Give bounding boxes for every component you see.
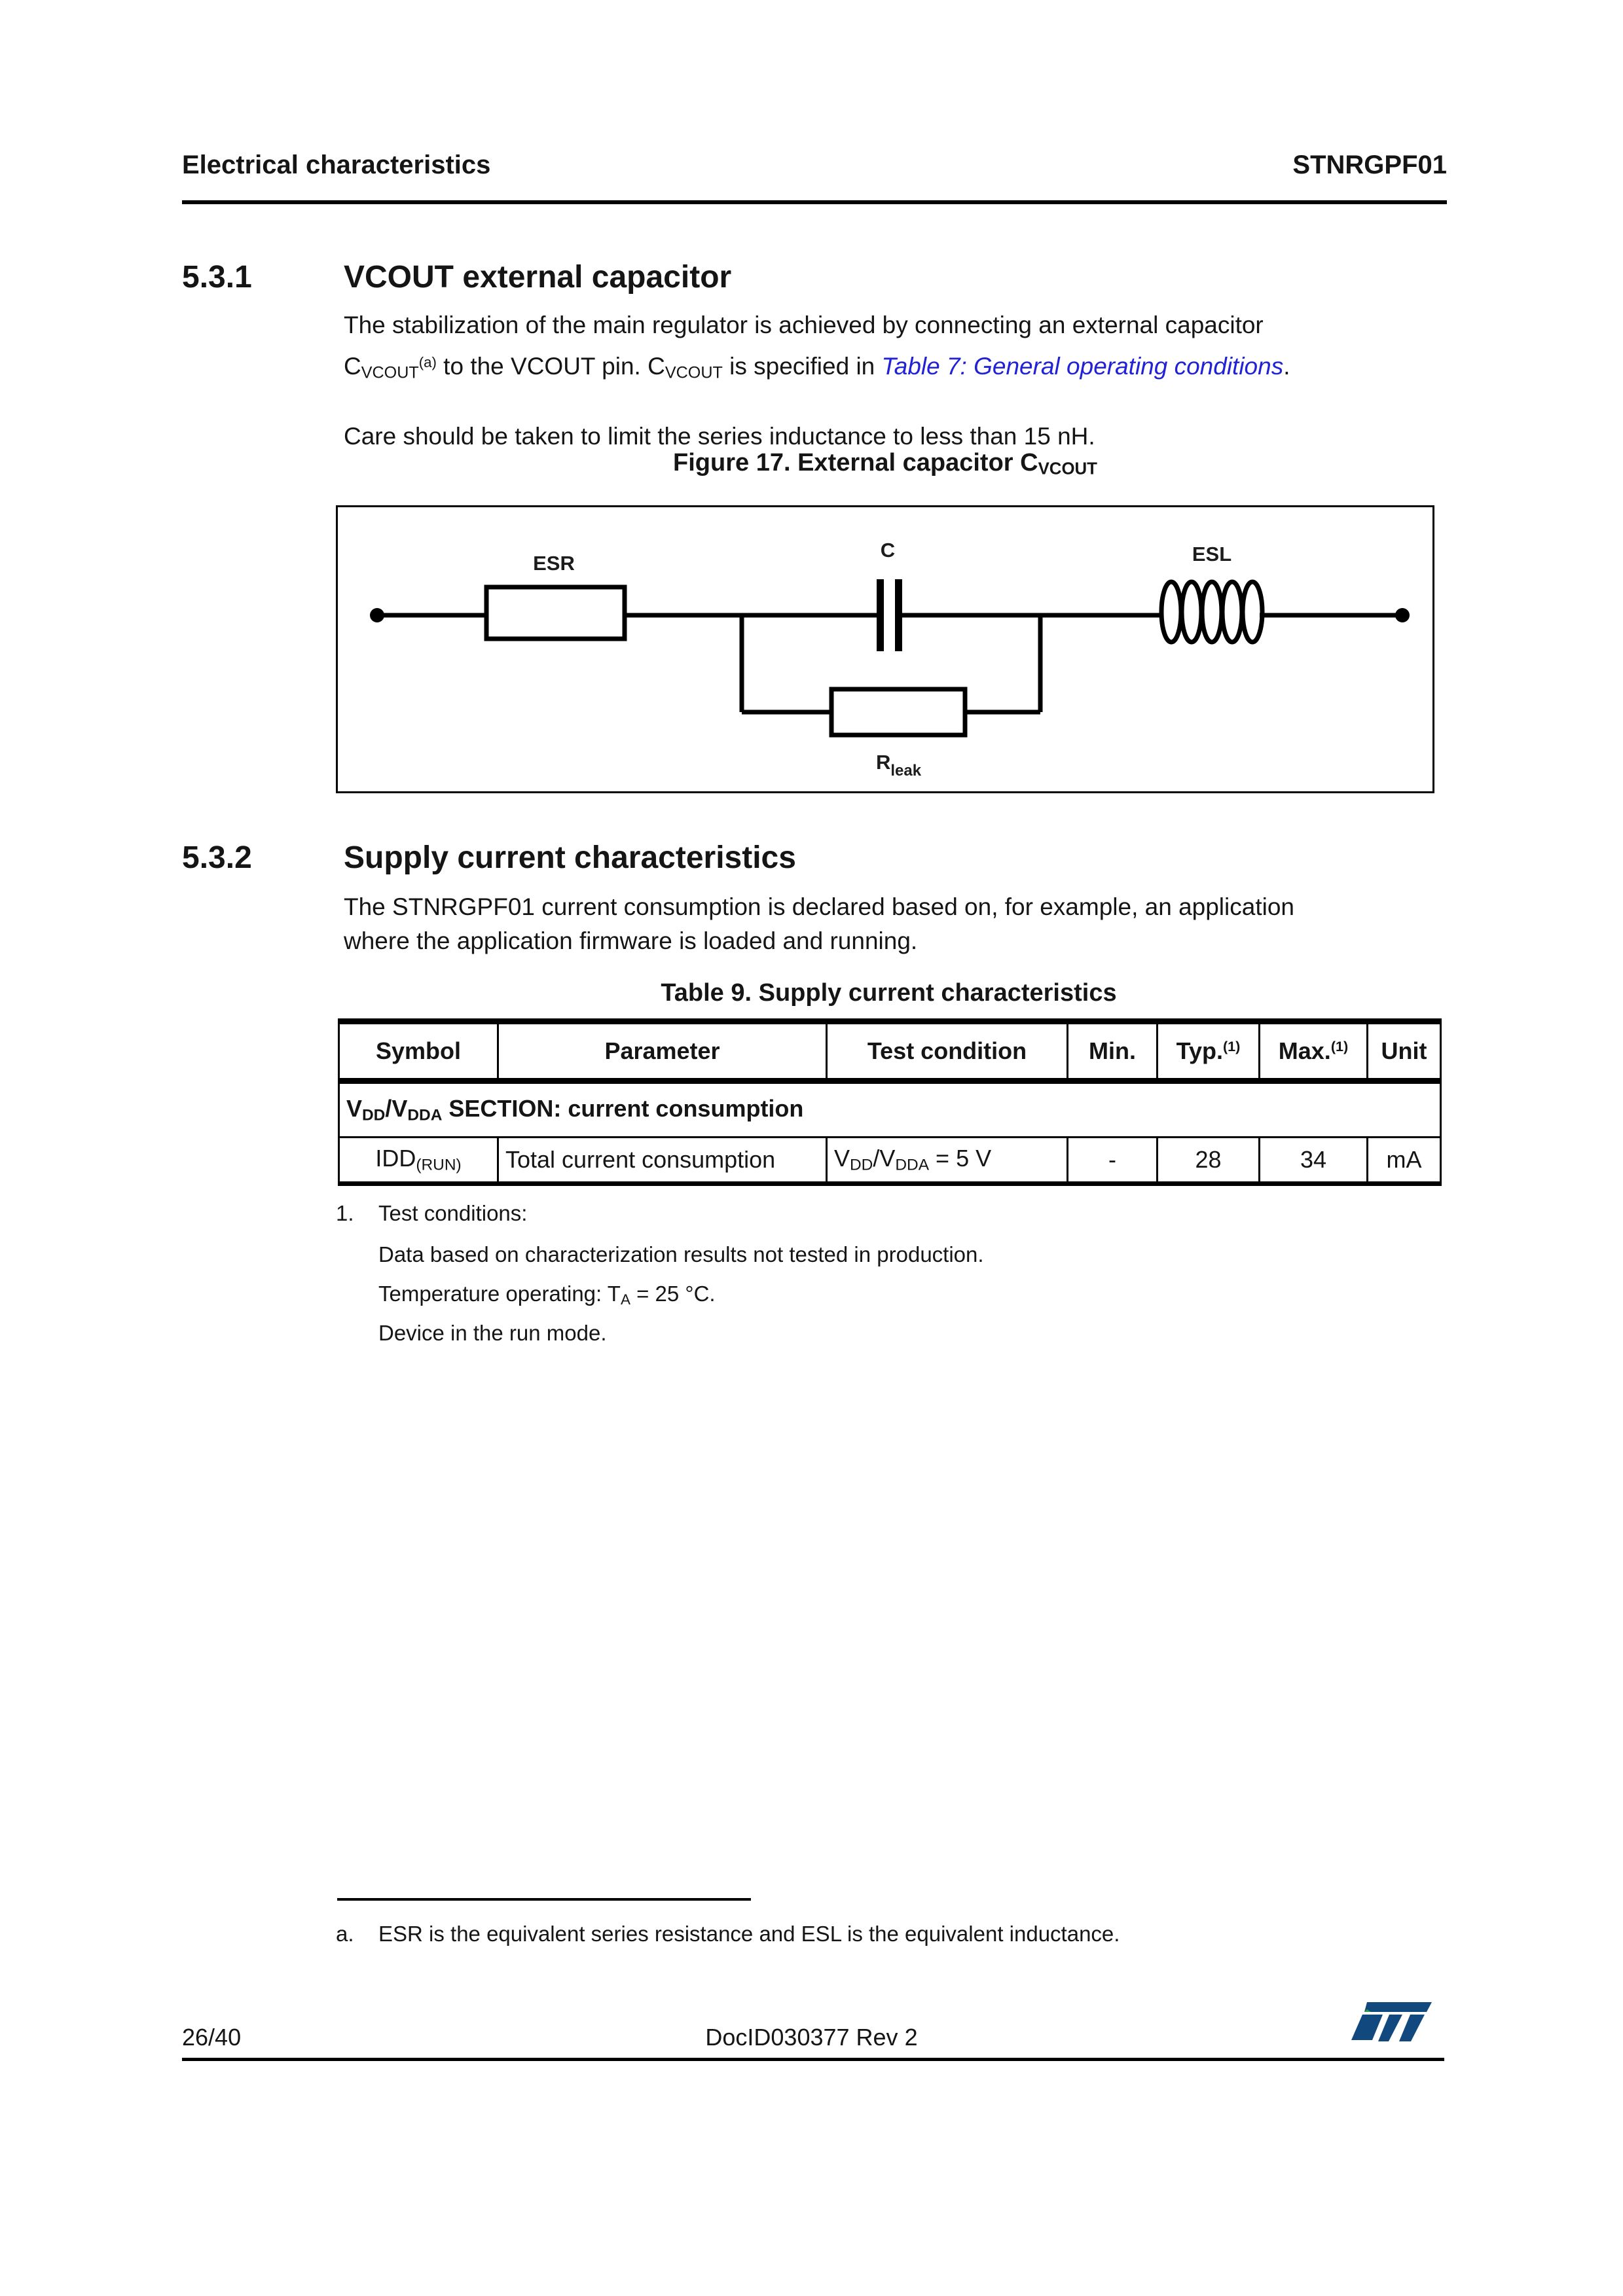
subscript: VCOUT: [361, 363, 419, 382]
esl-label: ESL: [1192, 543, 1232, 565]
footnote-a-text: ESR is the equivalent series resistance and ESL is the equivalent inductance.: [378, 1922, 1120, 1946]
footnote-1-marker: (1): [1330, 1038, 1349, 1055]
paragraph-line: The stabilization of the main regulator is achieved by connecting an external capacitor: [344, 312, 1264, 338]
header-section-title: Electrical characteristics: [182, 151, 491, 179]
capacitor-plate-left: [877, 579, 884, 651]
circuit-svg: [338, 507, 1432, 791]
paragraph-line: where the application firmware is loaded and running.: [344, 927, 918, 954]
cell-test-condition: VDD/VDDA = 5 V: [827, 1138, 1068, 1184]
header-rule: [182, 200, 1447, 204]
table-footnote-line-1: Data based on characterization results not tested in production.: [378, 1242, 984, 1266]
table-footnote-line-3: Device in the run mode.: [378, 1321, 607, 1345]
section-531-title: VCOUT external capacitor: [344, 260, 732, 295]
figure-17-circuit-diagram: [336, 505, 1434, 793]
paragraph-line: The STNRGPF01 current consumption is declared based on, for example, an application: [344, 893, 1294, 920]
cell-min: -: [1068, 1138, 1158, 1184]
table-row: [339, 1138, 1441, 1184]
table-9-supply-current: [338, 1018, 1442, 1186]
header-product-name: STNRGPF01: [1292, 151, 1447, 179]
footer-page-number: 26/40: [182, 2024, 242, 2051]
section-531-paragraph-2: Care should be taken to limit the series inductance to less than 15 nH.: [344, 423, 1095, 450]
footnote-a-marker: (a): [418, 354, 437, 370]
st-logo-icon: [1347, 2000, 1436, 2054]
figure-17-caption: Figure 17. External capacitor CVCOUT: [673, 449, 1097, 478]
table-footnote-lead: Test conditions:: [378, 1201, 528, 1225]
col-header-min: Min.: [1068, 1022, 1158, 1081]
cell-parameter: Total current consumption: [498, 1138, 827, 1184]
col-header-symbol: Symbol: [339, 1022, 498, 1081]
footer-doc-reference: DocID030377 Rev 2: [705, 2024, 918, 2051]
subscript: VCOUT: [665, 363, 723, 382]
table-footnote-line-2: Temperature operating: TA = 25 °C.: [378, 1282, 716, 1308]
cell-max: 34: [1260, 1138, 1368, 1184]
rleak-resistor-symbol: [831, 689, 965, 735]
esr-resistor-symbol: [486, 587, 625, 639]
subscript: DDA: [407, 1106, 443, 1124]
cell-typ: 28: [1158, 1138, 1260, 1184]
subscript: DD: [850, 1156, 873, 1174]
footnote-1-marker: (1): [1222, 1038, 1241, 1055]
table-9-caption: Table 9. Supply current characteristics: [661, 979, 1117, 1007]
col-header-max: Max.$^{(1)}$: [1260, 1022, 1368, 1081]
table-section-row: [339, 1081, 1441, 1138]
esr-label: ESR: [533, 552, 575, 575]
section-531-paragraph-1: [344, 306, 1457, 392]
col-header-test-condition: Test condition: [827, 1022, 1068, 1081]
footnote-a-label: a.: [336, 1922, 354, 1946]
section-532-title: Supply current characteristics: [344, 840, 796, 875]
footer-rule: [182, 2058, 1444, 2061]
section-531-number: 5.3.1: [182, 260, 252, 295]
section-532-number: 5.3.2: [182, 840, 252, 875]
section-row-label: VDD/VDDA SECTION: current consumption: [339, 1081, 1441, 1138]
subscript: A: [620, 1291, 630, 1308]
rleak-label: $R_{leak}$: [876, 751, 922, 780]
cell-unit: mA: [1368, 1138, 1441, 1184]
esl-inductor-symbol: [1161, 582, 1262, 642]
right-terminal-dot: [1395, 608, 1410, 622]
subscript: VCOUT: [1038, 459, 1097, 478]
table-header-row: [339, 1022, 1441, 1081]
table-footnote-number: 1.: [336, 1201, 354, 1225]
subscript: DDA: [895, 1156, 930, 1174]
col-header-parameter: Parameter: [498, 1022, 827, 1081]
table-7-cross-reference-link[interactable]: Table 7: General operating conditions: [881, 353, 1284, 380]
subscript: DD: [362, 1106, 386, 1124]
paragraph-line: CVCOUT$^{(a)}$ to the VCOUT pin. CVCOUT is specified in Table 7: General operating conditions.: [344, 353, 1290, 382]
cell-symbol: IDD(RUN): [339, 1138, 498, 1184]
col-header-unit: Unit: [1368, 1022, 1441, 1081]
c-label: C: [880, 539, 896, 562]
section-532-paragraph-1: [344, 890, 1457, 958]
capacitor-plate-right: [895, 579, 902, 651]
col-header-typ: Typ.$^{(1)}$: [1158, 1022, 1260, 1081]
footnote-separator-rule: [337, 1898, 751, 1901]
left-terminal-dot: [370, 608, 384, 622]
subscript: (RUN): [416, 1156, 462, 1174]
